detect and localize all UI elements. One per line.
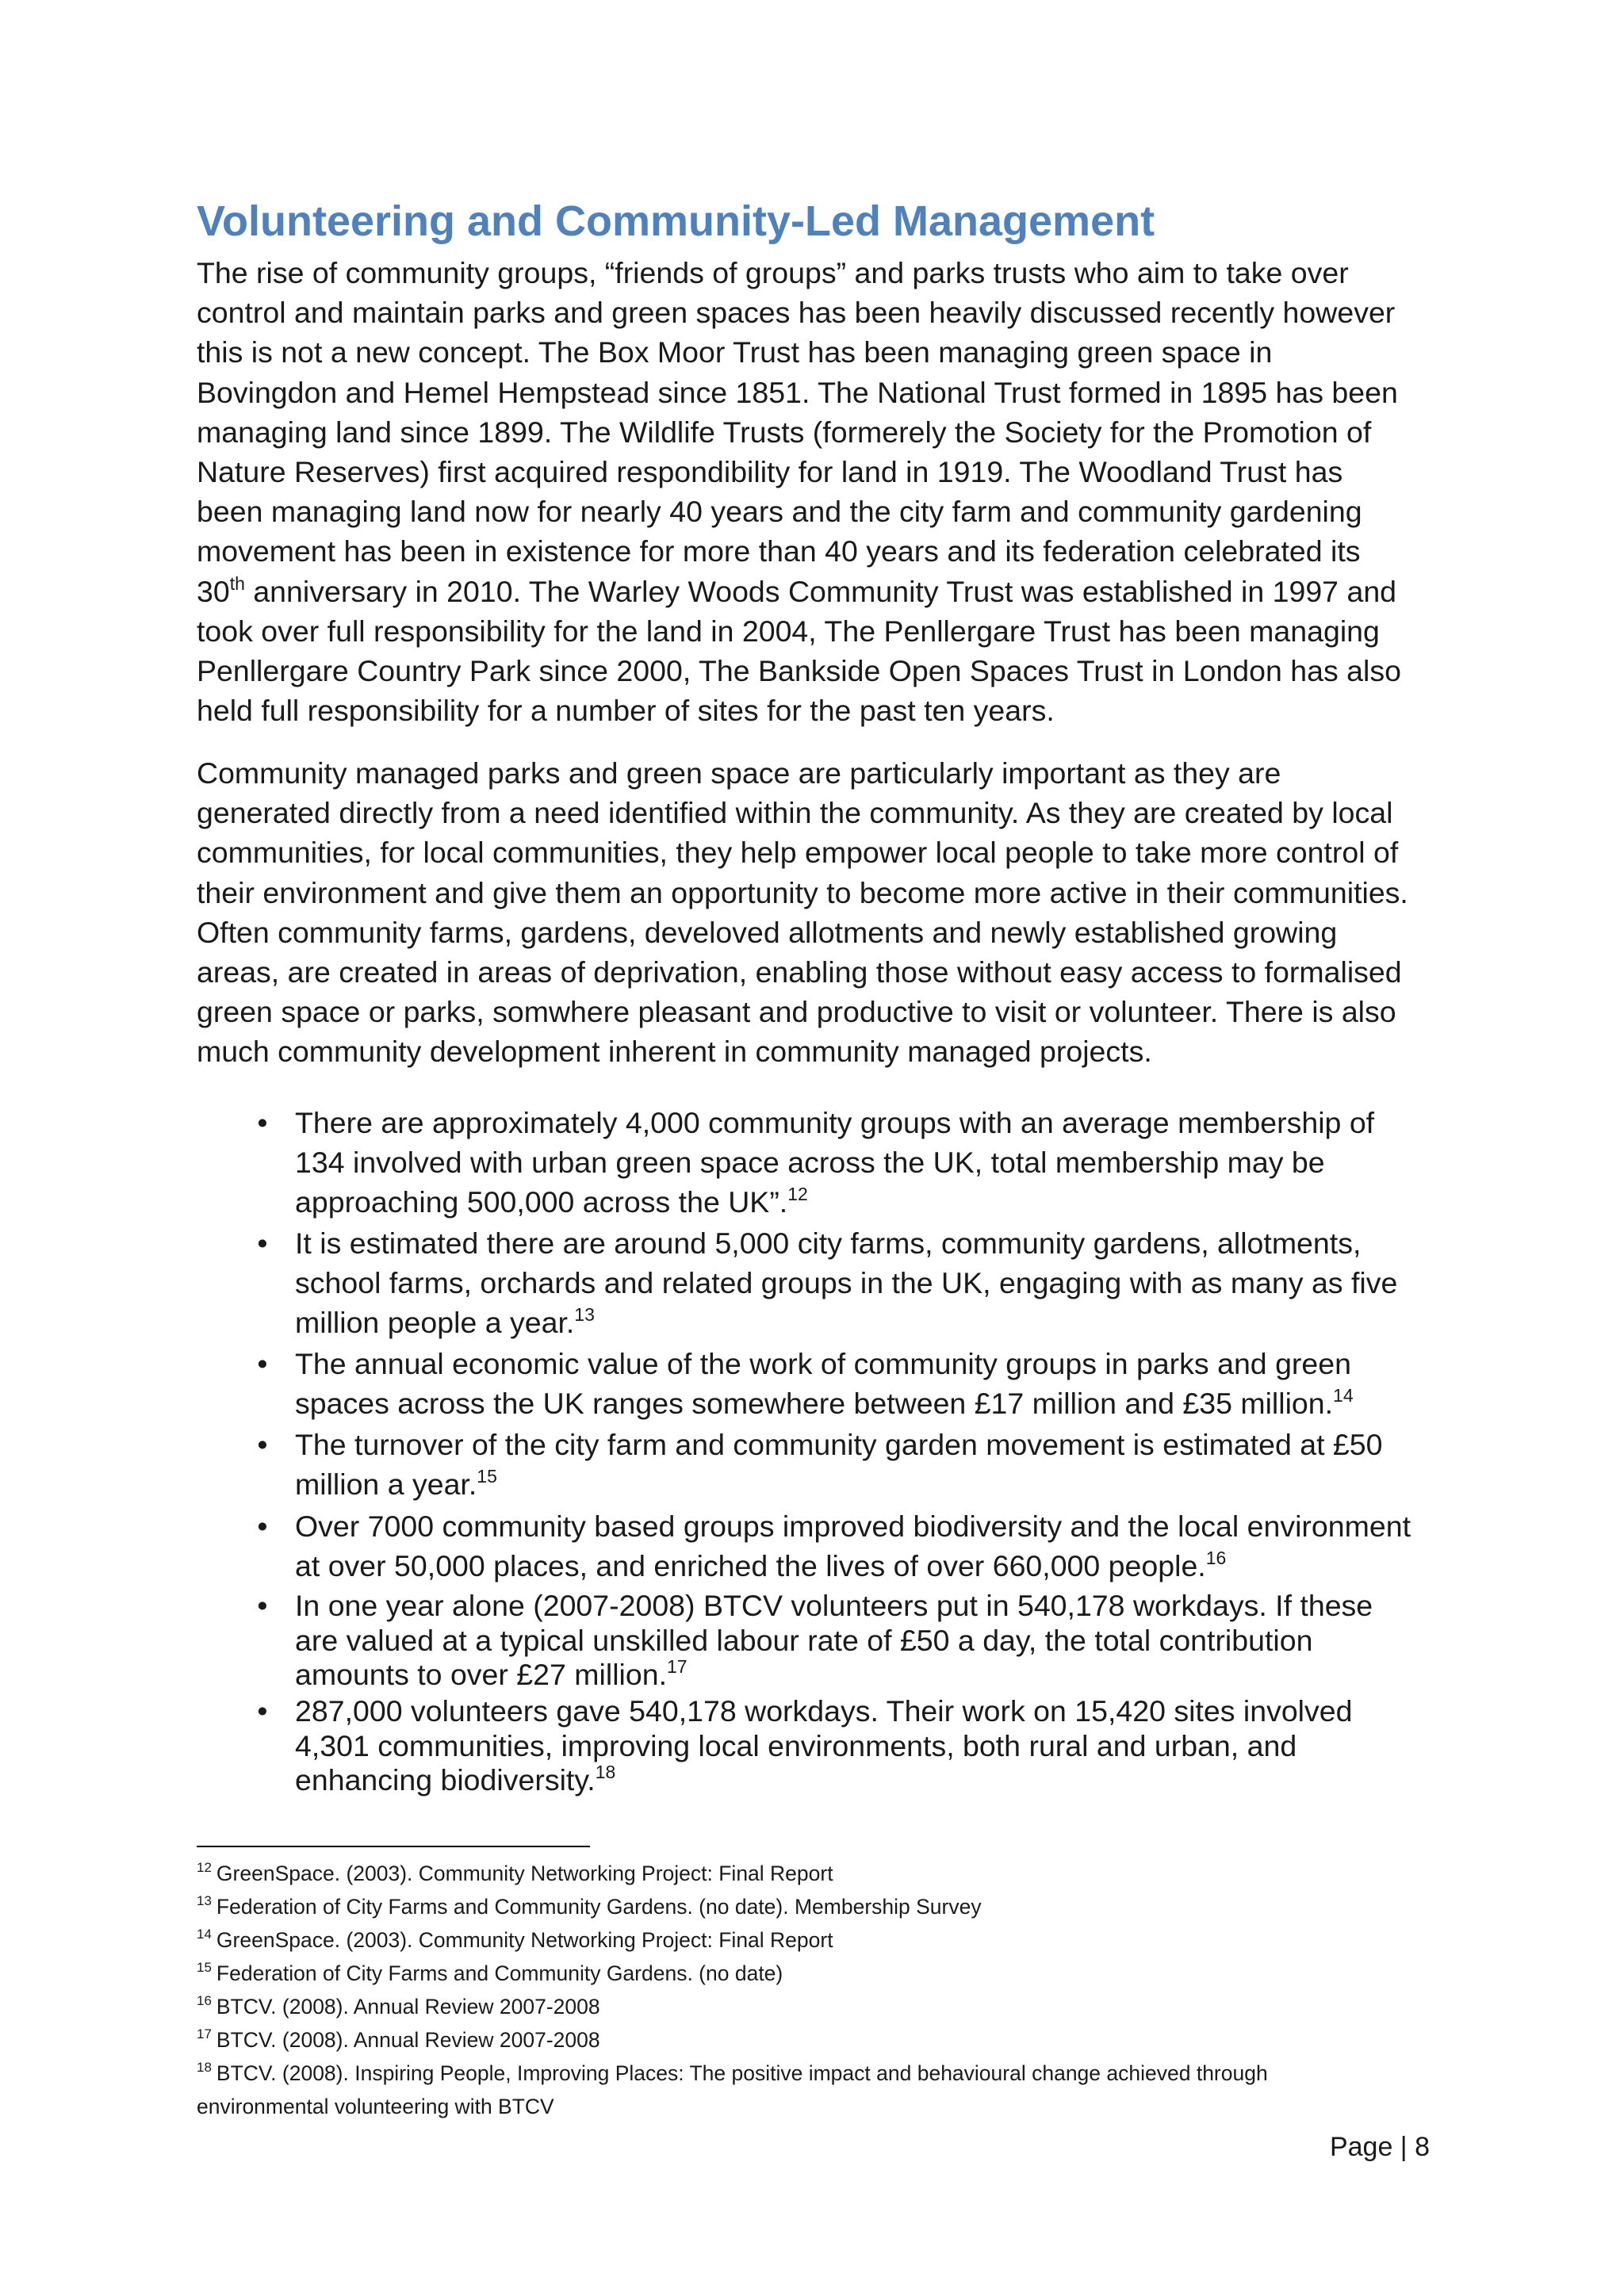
text-segment: amounts to over £27 million. — [295, 1658, 667, 1691]
bullet-marker: • — [257, 1589, 268, 1622]
footnote-separator — [197, 1846, 590, 1847]
text-line: In one year alone (2007-2008) BTCV volunteers put in 540,178 workdays. If these — [295, 1589, 1373, 1622]
text-line: held full responsibility for a number of sites for the past ten years. — [197, 694, 1055, 728]
footnote-text: GreenSpace. (2003). Community Networking Project: Final Report — [216, 1862, 833, 1885]
footnote-item — [197, 1992, 1465, 2025]
text-line: took over full responsibility for the land in 2004, The Penllergare Trust has been managing — [197, 614, 1380, 648]
list-item — [257, 1103, 1445, 1223]
text-line — [295, 1303, 1445, 1342]
footnote-text: Federation of City Farms and Community Gardens. (no date) — [216, 1961, 783, 1985]
text-line: much community development inherent in community managed projects. — [197, 1035, 1152, 1069]
text-line: communities, for local communities, they help empower local people to take more control of — [197, 836, 1399, 870]
text-line: 287,000 volunteers gave 540,178 workdays. Their work on 15,420 sites involved — [295, 1694, 1353, 1728]
text-line: 134 involved with urban green space across the UK, total membership may be — [295, 1146, 1325, 1180]
footnote-text: BTCV. (2008). Annual Review 2007-2008 — [216, 2028, 600, 2052]
text-line: The annual economic value of the work of community groups in parks and green — [295, 1347, 1351, 1380]
footnote-number: 17 — [197, 2026, 212, 2042]
text-line: control and maintain parks and green spaces has been heavily discussed recently however — [197, 296, 1396, 330]
bullet-marker: • — [257, 1428, 268, 1461]
footnote-item — [197, 1858, 1465, 1892]
text-segment: at over 50,000 places, and enriched the lives of over 660,000 people. — [295, 1549, 1206, 1583]
footnote-item — [197, 1925, 1465, 1958]
footnote-ref: 18 — [595, 1762, 616, 1782]
footnote-text: Federation of City Farms and Community Gardens. (no date). Membership Survey — [216, 1895, 982, 1919]
text-line: movement has been in existence for more than 40 years and its federation celebrated its — [197, 534, 1361, 568]
text-line: It is estimated there are around 5,000 city farms, community gardens, allotments, — [295, 1226, 1362, 1260]
footnote-ref: 17 — [667, 1656, 688, 1677]
footnote-continuation: environmental volunteering with BTCV — [197, 2095, 554, 2118]
footnote-number: 16 — [197, 1993, 212, 2008]
footnote-number: 13 — [197, 1893, 212, 1908]
text-line — [197, 572, 1434, 611]
bullet-marker: • — [257, 1694, 268, 1728]
list-item — [257, 1425, 1445, 1504]
text-segment: spaces across the UK ranges somewhere between £17 million and £35 million. — [295, 1387, 1334, 1421]
text-line — [295, 1182, 1445, 1222]
text-line: been managing land now for nearly 40 years and the city farm and community gardening — [197, 495, 1362, 529]
paragraph-importance — [197, 753, 1434, 1072]
footnote-ref: 12 — [787, 1184, 808, 1205]
text-segment: million a year. — [295, 1468, 477, 1502]
text-line: Often community farms, gardens, develoved allotments and newly established growing — [197, 915, 1338, 949]
text-line: 4,301 communities, improving local environments, both rural and urban, and — [295, 1728, 1297, 1762]
text-line: areas, are created in areas of deprivation, enabling those without easy access to formalised — [197, 955, 1402, 989]
footnote-ref: 15 — [477, 1466, 497, 1487]
list-item — [257, 1344, 1445, 1423]
text-line: managing land since 1899. The Wildlife Trusts (formerely the Society for the Promotion of — [197, 415, 1372, 449]
list-item — [257, 1506, 1445, 1586]
section-heading: Volunteering and Community-Led Management — [197, 197, 1155, 245]
ordinal-suffix: th — [229, 572, 245, 594]
text-line: Penllergare Country Park since 2000, The Bankside Open Spaces Trust in London has also — [197, 654, 1401, 688]
text-line: Nature Reserves) first acquired respondibility for land in 1919. The Woodland Trust has — [197, 455, 1343, 489]
text-line: school farms, orchards and related groups in the UK, engaging with as many as five — [295, 1266, 1398, 1300]
text-line — [295, 1546, 1445, 1586]
text-line: are valued at a typical unskilled labour rate of £50 a day, the total contribution — [295, 1623, 1313, 1657]
text-segment: approaching 500,000 across the UK”. — [295, 1185, 788, 1219]
footnote-number: 15 — [197, 1960, 212, 1975]
footnote-ref: 16 — [1205, 1548, 1227, 1569]
footnote-number: 18 — [197, 2060, 212, 2075]
footnote-text: BTCV. (2008). Annual Review 2007-2008 — [216, 1995, 600, 2019]
bullet-marker: • — [257, 1106, 268, 1139]
bullet-marker: • — [257, 1510, 268, 1543]
text-line — [295, 1383, 1445, 1423]
footnote-item — [197, 1958, 1465, 1992]
list-item — [257, 1589, 1445, 1693]
text-line: green space or parks, somwhere pleasant and productive to visit or volunteer. There is also — [197, 995, 1396, 1029]
text-line: The rise of community groups, “friends of groups” and parks trusts who aim to take over — [197, 256, 1349, 289]
footnote-number: 12 — [197, 1860, 212, 1875]
ordinal-number: 30 — [197, 574, 230, 608]
bullet-marker: • — [257, 1226, 268, 1260]
text-segment: enhancing biodiversity. — [295, 1763, 596, 1797]
text-line: There are approximately 4,000 community groups with an average membership of — [295, 1106, 1375, 1139]
text-line: Over 7000 community based groups improved biodiversity and the local environment — [295, 1510, 1411, 1543]
text-line — [295, 1763, 1445, 1798]
text-line-rest: anniversary in 2010. The Warley Woods Community Trust was established in 1997 and — [244, 574, 1397, 608]
paragraph-history — [197, 253, 1434, 730]
footnote-ref: 14 — [1333, 1385, 1354, 1406]
text-line — [295, 1658, 1445, 1693]
bullet-marker: • — [257, 1347, 268, 1380]
footnote-item — [197, 2025, 1465, 2058]
footnote-number: 14 — [197, 1927, 212, 1942]
list-item — [257, 1223, 1445, 1343]
text-line: their environment and give them an opportunity to become more active in their communities. — [197, 875, 1408, 909]
text-line: Community managed parks and green space are particularly important as they are — [197, 756, 1281, 790]
footnote-text: BTCV. (2008). Inspiring People, Improving Places: The positive impact and behavioural change achieved through — [216, 2061, 1268, 2085]
text-line — [295, 1464, 1445, 1504]
text-line: The turnover of the city farm and community garden movement is estimated at £50 — [295, 1428, 1383, 1461]
text-line: generated directly from a need identified within the community. As they are created by local — [197, 796, 1393, 830]
footnote-item — [197, 1892, 1465, 1925]
footnote-item — [197, 2058, 1465, 2091]
text-line: this is not a new concept. The Box Moor Trust has been managing green space in — [197, 335, 1273, 369]
footnotes — [197, 1858, 1465, 2122]
list-item — [257, 1694, 1445, 1798]
text-segment: million people a year. — [295, 1306, 575, 1340]
page-number: Page | 8 — [1329, 2132, 1430, 2162]
footnote-text: GreenSpace. (2003). Community Networking Project: Final Report — [216, 1928, 833, 1952]
text-line: Bovingdon and Hemel Hempstead since 1851. The National Trust formed in 1895 has been — [197, 375, 1398, 409]
footnote-ref: 13 — [574, 1304, 595, 1326]
